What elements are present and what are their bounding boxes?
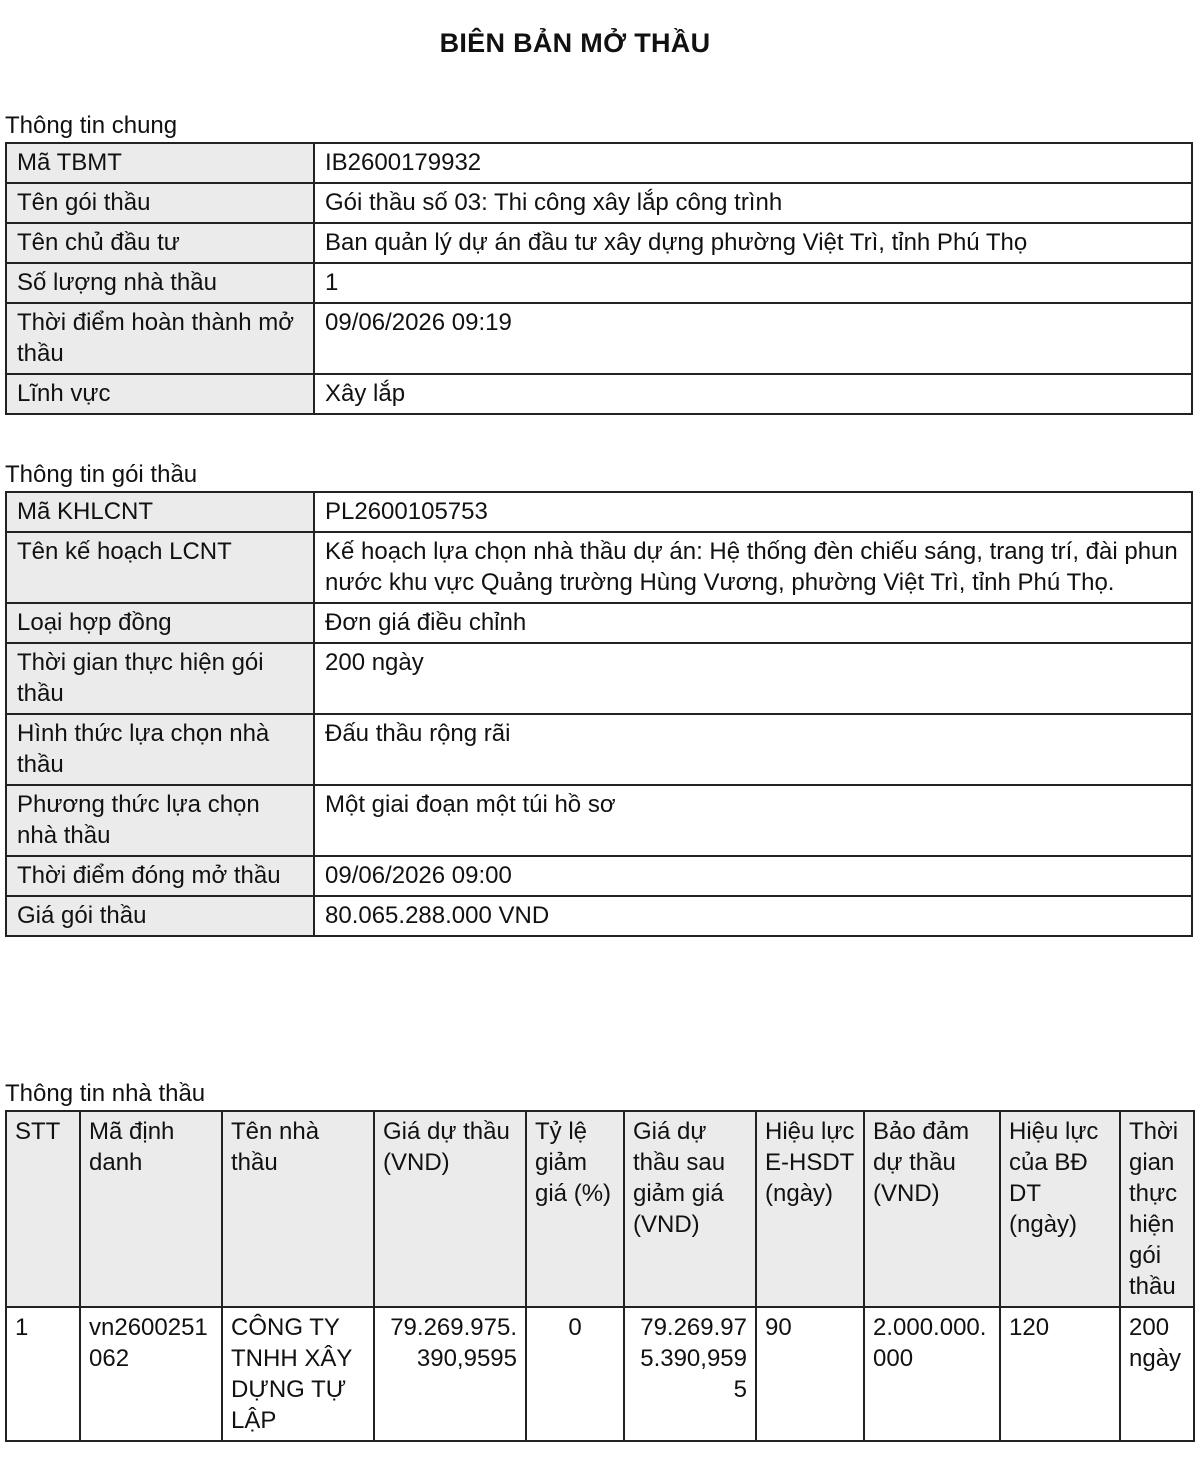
table-cell: 79.269.975.390,9595 (374, 1307, 526, 1441)
field-value: PL2600105753 (314, 492, 1192, 532)
table-row (6, 896, 1192, 936)
column-header: Mã định danh (80, 1111, 222, 1307)
table-row (6, 1307, 1194, 1441)
column-header: Hiệu lực của BĐ DT (ngày) (1000, 1111, 1120, 1307)
column-header: Hiệu lực E-HSDT (ngày) (756, 1111, 864, 1307)
field-value: IB2600179932 (314, 143, 1192, 183)
field-value: Đấu thầu rộng rãi (314, 714, 1192, 785)
table-cell: 90 (756, 1307, 864, 1441)
column-header: Tên nhà thầu (222, 1111, 374, 1307)
field-value: 1 (314, 263, 1192, 303)
field-value: Gói thầu số 03: Thi công xây lắp công trình (314, 183, 1192, 223)
field-label: Thời điểm hoàn thành mở thầu (6, 303, 314, 374)
column-header: Bảo đảm dự thầu (VND) (864, 1111, 1000, 1307)
field-value: 09/06/2026 09:19 (314, 303, 1192, 374)
field-value: 80.065.288.000 VND (314, 896, 1192, 936)
field-value: 200 ngày (314, 643, 1192, 714)
field-value: 09/06/2026 09:00 (314, 856, 1192, 896)
document-title: BIÊN BẢN MỞ THẦU (439, 28, 711, 58)
field-value: Một giai đoạn một túi hồ sơ (314, 785, 1192, 856)
field-label: Hình thức lựa chọn nhà thầu (6, 714, 314, 785)
general-info-label: Thông tin chung (5, 112, 178, 139)
table-row (6, 492, 1192, 532)
field-value: Kế hoạch lựa chọn nhà thầu dự án: Hệ thống đèn chiếu sáng, trang trí, đài phun nước khu vực Quảng trường Hùng Vương, phường Việt Trì, tỉnh Phú Thọ. (314, 532, 1192, 603)
bidder-info-label: Thông tin nhà thầu (5, 1080, 206, 1107)
column-header: STT (6, 1111, 80, 1307)
table-row (6, 303, 1192, 374)
field-label: Mã TBMT (6, 143, 314, 183)
field-label: Thời điểm đóng mở thầu (6, 856, 314, 896)
table-row (6, 223, 1192, 263)
field-value: Xây lắp (314, 374, 1192, 414)
column-header: Thời gian thực hiện gói thầu (1120, 1111, 1194, 1307)
table-row (6, 183, 1192, 223)
field-value: Ban quản lý dự án đầu tư xây dựng phường Việt Trì, tỉnh Phú Thọ (314, 223, 1192, 263)
field-label: Loại hợp đồng (6, 603, 314, 643)
bidder-info-table (5, 1110, 1195, 1442)
field-label: Tên kế hoạch LCNT (6, 532, 314, 603)
table-cell: 1 (6, 1307, 80, 1441)
field-label: Số lượng nhà thầu (6, 263, 314, 303)
table-row (6, 714, 1192, 785)
table-row (6, 143, 1192, 183)
table-cell: 120 (1000, 1307, 1120, 1441)
field-label: Lĩnh vực (6, 374, 314, 414)
table-cell: CÔNG TY TNHH XÂY DỰNG TỰ LẬP (222, 1307, 374, 1441)
field-label: Giá gói thầu (6, 896, 314, 936)
table-row (6, 532, 1192, 603)
general-info-table (5, 142, 1193, 415)
column-header: Giá dự thầu sau giảm giá (VND) (624, 1111, 756, 1307)
table-row (6, 263, 1192, 303)
field-label: Tên gói thầu (6, 183, 314, 223)
table-row (6, 785, 1192, 856)
field-label: Tên chủ đầu tư (6, 223, 314, 263)
table-row (6, 643, 1192, 714)
package-info-table (5, 491, 1193, 937)
table-cell: vn2600251062 (80, 1307, 222, 1441)
table-cell: 0 (526, 1307, 624, 1441)
column-header: Giá dự thầu (VND) (374, 1111, 526, 1307)
column-header: Tỷ lệ giảm giá (%) (526, 1111, 624, 1307)
field-label: Mã KHLCNT (6, 492, 314, 532)
table-row (6, 603, 1192, 643)
package-info-label: Thông tin gói thầu (5, 461, 198, 488)
table-row (6, 374, 1192, 414)
table-cell: 2.000.000.000 (864, 1307, 1000, 1441)
field-label: Phương thức lựa chọn nhà thầu (6, 785, 314, 856)
table-cell: 79.269.975.390,9595 (624, 1307, 756, 1441)
field-label: Thời gian thực hiện gói thầu (6, 643, 314, 714)
table-row (6, 856, 1192, 896)
field-value: Đơn giá điều chỉnh (314, 603, 1192, 643)
bidder-table-header (6, 1111, 1194, 1307)
table-cell: 200 ngày (1120, 1307, 1194, 1441)
